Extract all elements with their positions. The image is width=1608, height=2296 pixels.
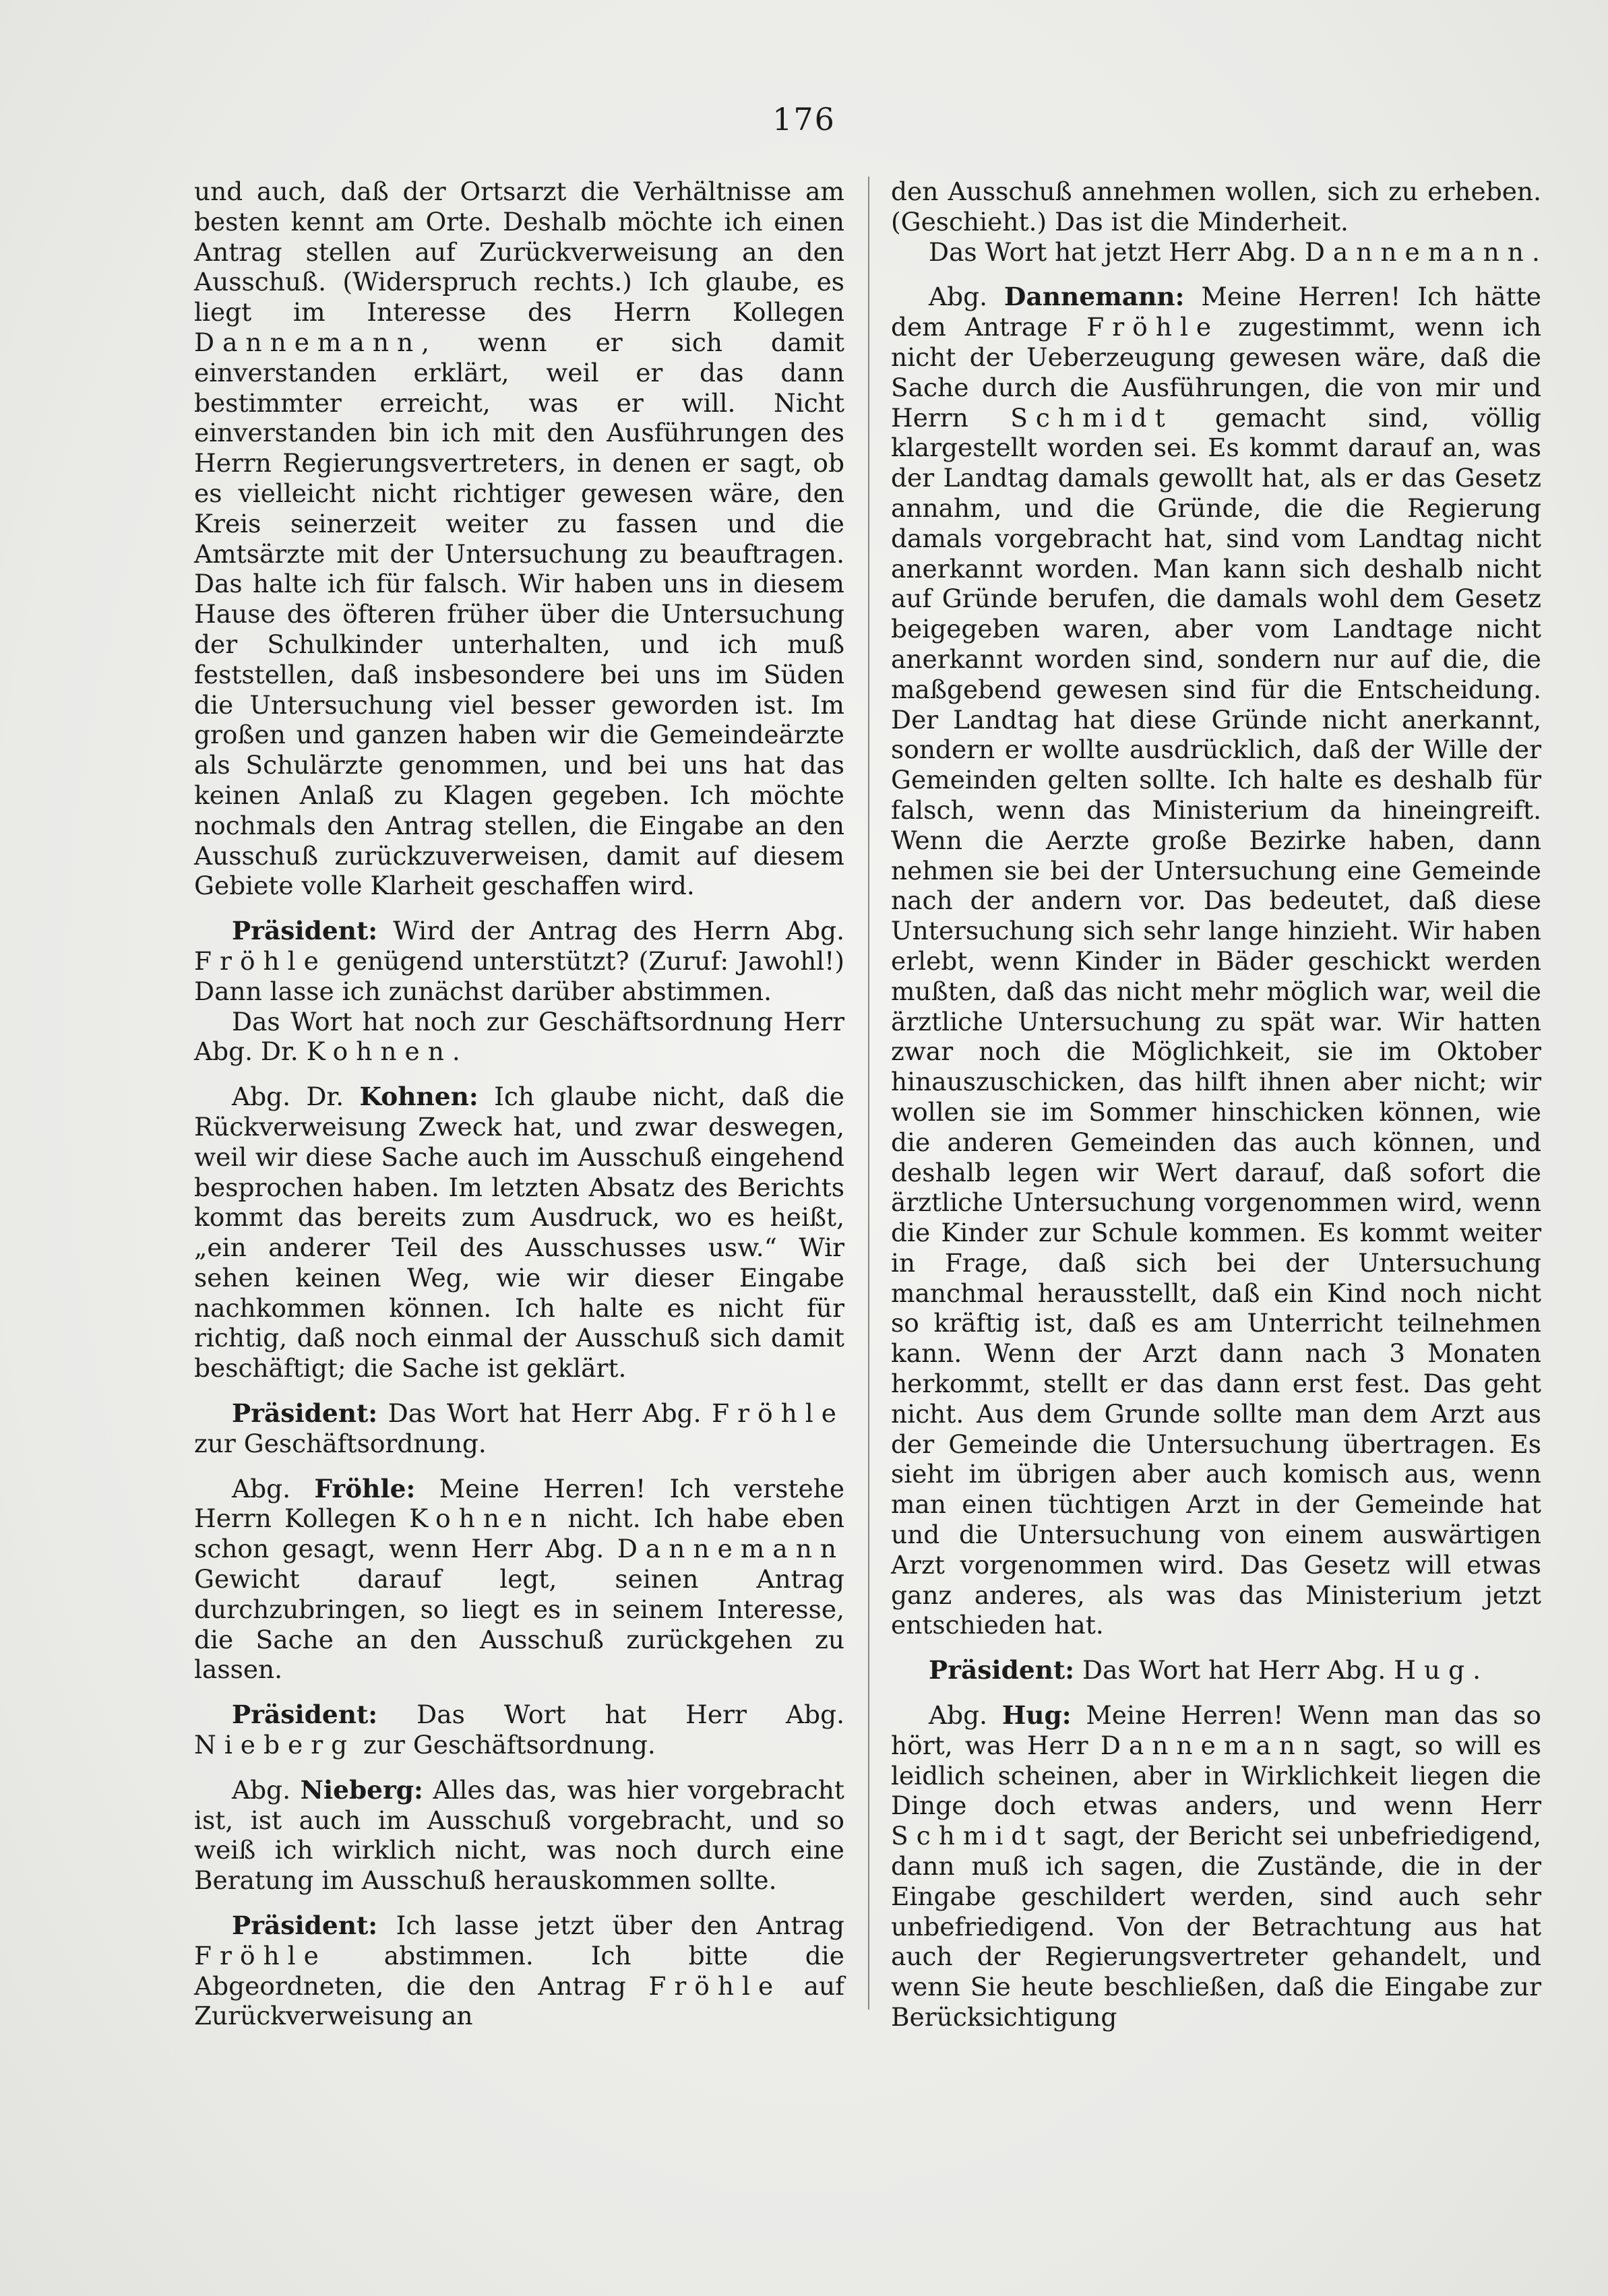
speech-paragraph <box>194 1398 844 1459</box>
speaker-label: Präsident: <box>232 916 378 946</box>
text-run: Das Wort hat Herr Abg. <box>1074 1655 1394 1685</box>
text-run: Ich glaube nicht, daß die Rückverweisung Zweck hat, und zwar deswegen, weil wir diese Sache auch im Ausschuß eingehend besprochen haben. Im letzten Absatz des Berichts kommt das bereits zum Ausdruck, wo es heißt, „ein anderer Teil des Ausschusses usw.“ Wir sehen keinen Weg, wie wir dieser Eingabe nachkommen können. Ich halte es nicht für richtig, daß noch einmal der Ausschuß sich damit beschäftigt; die Sache ist geklärt. <box>194 1082 844 1384</box>
spaced-name: Fröhle <box>194 1940 327 1971</box>
text-run: Das Wort hat jetzt Herr Abg. <box>929 237 1305 267</box>
spaced-name: Dannemann <box>617 1534 844 1564</box>
text-run: auf Zurückverweisung an <box>194 1971 845 2031</box>
spaced-name: Fröhle <box>194 945 327 976</box>
text-run: genügend unterstützt? (Zuruf: Jawohl!) Dann lasse ich zunächst darüber abstimmen. <box>194 945 844 1006</box>
column-divider <box>868 177 869 2010</box>
spaced-name: Dannemann <box>1100 1730 1328 1760</box>
text-run: Das Wort hat Herr Abg. <box>377 1700 844 1730</box>
spaced-name: Kohnen <box>306 1036 452 1067</box>
text-run: . <box>1473 1655 1481 1685</box>
spaced-name: Schmidt <box>891 1821 1054 1851</box>
spaced-name: Schmidt <box>1010 402 1173 433</box>
page-number: 176 <box>772 101 836 137</box>
text-run: sagt, so will es leidlich scheinen, aber in Wirklichkeit liegen die Dinge doch etwas anders, und wenn Herr <box>891 1730 1541 1821</box>
speaker-label: Präsident: <box>232 1398 378 1429</box>
text-run: . <box>452 1036 460 1067</box>
text-run: Gewicht darauf legt, seinen Antrag durchzubringen, so liegt es in seinem Interesse, die Sache an den Ausschuß zurückgehen zu lassen. <box>194 1564 844 1685</box>
speaker-label: Präsident: <box>232 1911 378 1941</box>
speaker-label: Hug: <box>1001 1700 1072 1731</box>
speaker-label: Dannemann: <box>1003 282 1185 312</box>
speech-paragraph <box>194 1082 844 1384</box>
speech-paragraph <box>194 1700 844 1760</box>
text-run: Abg. <box>929 282 1004 312</box>
text-run: . <box>1531 237 1540 267</box>
text-run: Meine Herren! Ich hätte dem Antrage <box>891 282 1541 342</box>
text-run: , wenn er sich damit einverstanden erklärt, weil er das dann bestimmter erreicht, was er will. Nicht einverstanden bin ich mit den Ausführungen des Herrn Regierungsvertreters, in denen er sagt, ob es vielleicht nicht richtiger gewesen wäre, den Kreis seinerzeit weiter zu fassen und die Amtsärzte mit der Untersuchung zu beauftragen. Das halte ich für falsch. Wir haben uns in diesem Hause des öfteren früher über die Untersuchung der Schulkinder unterhalten, und ich muß feststellen, daß insbesondere bei uns im Süden die Untersuchung viel besser geworden ist. Im großen und ganzen haben wir die Gemeindeärzte als Schulärzte genommen, und bei uns hat das keinen Anlaß zu Klagen gegeben. Ich möchte nochmals den Antrag stellen, die Eingabe an den Ausschuß zurückzuverweisen, damit auf diesem Gebiete volle Klarheit geschaffen wird. <box>194 327 844 901</box>
speech-paragraph <box>194 1474 844 1685</box>
text-run: zur Geschäftsordnung. <box>355 1730 656 1760</box>
text-run: Das Wort hat Herr Abg. <box>377 1398 712 1429</box>
spaced-name: Kohnen <box>409 1503 555 1534</box>
text-run: Abg. Dr. <box>232 1082 360 1112</box>
text-run: gemacht sind, völlig klargestellt worden sei. Es kommt darauf an, was der Landtag damals gewollt hat, als er das Gesetz annahm, und die Gründe, die die Regierung damals vorgebracht hat, sind vom Landtag nicht anerkannt worden. Man kann sich deshalb nicht auf Gründe berufen, die damals wohl dem Gesetz beigegeben waren, aber vom Landtage nicht anerkannt worden sind, sondern nur auf die, die maßgebend gewesen sind für die Entscheidung. Der Landtag hat diese Gründe nicht anerkannt, sondern er wollte ausdrücklich, daß der Wille der Gemeinden gelten sollte. Ich halte es deshalb für falsch, wenn das Ministerium da hineingreift. Wenn die Aerzte große Bezirke haben, dann nehmen sie bei der Untersuchung eine Gemeinde nach der andern vor. Das bedeutet, daß diese Untersuchung sich sehr lange hinzieht. Wir haben erlebt, wenn Kinder in Bäder geschickt werden mußten, daß das nicht mehr möglich war, weil die ärztliche Untersuchung zu spät war. Wir hatten zwar noch die Möglichkeit, sie im Oktober hinauszuschicken, das hilft ihnen aber nicht; wir wollen sie im Sommer hinschicken können, wie die anderen Gemeinden das auch können, und deshalb legen wir Wert darauf, daß sofort die ärztliche Untersuchung vorgenommen wird, wenn die Kinder zur Schule kommen. Es kommt weiter in Frage, daß sich bei der Untersuchung manchmal herausstellt, daß ein Kind noch nicht so kräftig ist, daß es am Unterricht teilnehmen kann. Wenn der Arzt dann nach 3 Monaten herkommt, stellt er das dann erst fest. Das geht nicht. Aus dem Grunde sollte man dem Arzt aus der Gemeinde die Untersuchung übertragen. Es sieht im übrigen aber auch komisch aus, wenn man einen tüchtigen Arzt in der Gemeinde hat und die Untersuchung von einem auswärtigen Arzt vorgenommen wird. Das Gesetz will etwas ganz anderes, als was das Ministerium jetzt entschieden hat. <box>891 402 1541 1640</box>
spaced-name: Hug <box>1394 1655 1473 1685</box>
text-paragraph <box>891 177 1541 237</box>
spaced-name: Fröhle <box>648 1971 782 2001</box>
text-run: zugestimmt, wenn ich nicht der Ueberzeugung gewesen wäre, daß die Sache durch die Ausführungen, die von mir und Herrn <box>891 312 1541 433</box>
text-run: Abg. <box>232 1473 315 1503</box>
spaced-name: Dannemann <box>194 327 422 357</box>
text-run: Abg. <box>929 1700 1002 1731</box>
spaced-name: Fröhle <box>712 1398 844 1429</box>
left-column <box>194 177 844 2031</box>
text-run: Ich lasse jetzt über den Antrag <box>377 1911 844 1941</box>
text-run: Meine Herren! Ich verstehe Herrn Kollegen <box>194 1473 845 1534</box>
speech-paragraph <box>194 1775 844 1896</box>
text-run: den Ausschuß annehmen wollen, sich zu erheben. (Geschieht.) Das ist die Minderheit. <box>891 177 1541 237</box>
spaced-name: Nieberg <box>194 1730 356 1760</box>
spaced-name: Dannemann <box>1304 237 1532 267</box>
speaker-label: Fröhle: <box>314 1473 416 1503</box>
speaker-label: Nieberg: <box>300 1774 423 1805</box>
speaker-label: Präsident: <box>929 1655 1075 1685</box>
text-paragraph <box>194 177 844 901</box>
speech-paragraph <box>194 916 844 1006</box>
speaker-label: Kohnen: <box>359 1082 478 1112</box>
text-paragraph <box>194 1007 844 1067</box>
text-run: abstimmen. Ich bitte die Abgeordneten, die den Antrag <box>194 1940 844 2001</box>
text-run: Meine Herren! Wenn man das so hört, was Herr <box>891 1700 1541 1760</box>
text-run: sagt, der Bericht sei unbefriedigend, dann muß ich sagen, die Zustände, die in der Eingabe geschildert werden, sind auch sehr unbefriedigend. Von der Betrachtung aus hat auch der Regierungsvertreter gehandelt, und wenn Sie heute beschließen, daß die Eingabe zur Berücksichtigung <box>891 1821 1541 2033</box>
right-column <box>891 177 1541 2033</box>
text-run: Das Wort hat noch zur Geschäftsordnung Herr Abg. Dr. <box>194 1006 844 1067</box>
speech-paragraph <box>891 282 1541 1640</box>
text-run: Alles das, was hier vorgebracht ist, ist auch im Ausschuß vorgebracht, und so weiß ich wirklich nicht, was noch durch eine Beratung im Ausschuß herauskommen sollte. <box>194 1774 844 1896</box>
text-paragraph <box>891 237 1541 268</box>
speech-paragraph <box>891 1700 1541 2033</box>
text-run: und auch, daß der Ortsarzt die Verhältnisse am besten kennt am Orte. Deshalb möchte ich einen Antrag stellen auf Zurückverweisung an den Ausschuß. (Widerspruch rechts.) Ich glaube, es liegt im Interesse des Herrn Kollegen <box>194 177 844 328</box>
text-run: nicht. Ich habe eben schon gesagt, wenn Herr Abg. <box>194 1503 844 1564</box>
speech-paragraph <box>194 1911 844 2031</box>
text-run: Wird der Antrag des Herrn Abg. <box>377 916 844 946</box>
text-run: zur Geschäftsordnung. <box>194 1428 487 1458</box>
spaced-name: Fröhle <box>1086 312 1220 342</box>
speaker-label: Präsident: <box>232 1700 378 1730</box>
speech-paragraph <box>891 1655 1541 1685</box>
text-run: Abg. <box>232 1774 301 1805</box>
